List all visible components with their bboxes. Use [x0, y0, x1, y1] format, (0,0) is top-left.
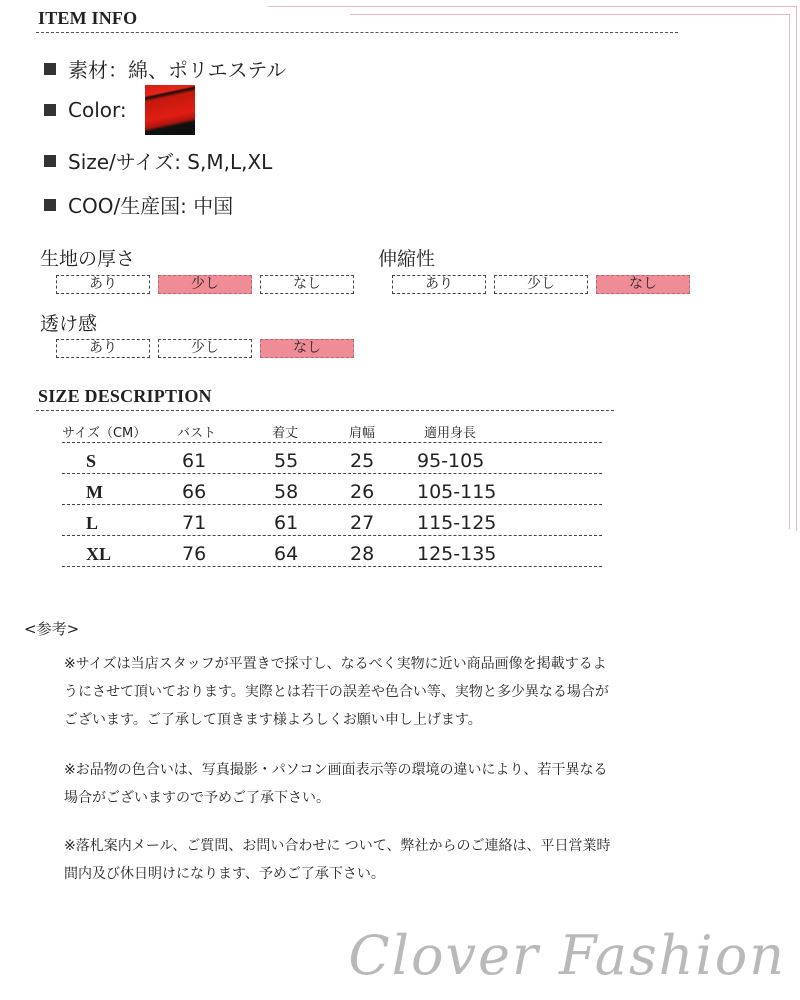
- color-label: Color:: [68, 98, 127, 122]
- stretch-option-nashi: なし: [596, 275, 690, 294]
- table-row: [62, 505, 602, 536]
- note-line: うにさせて頂いております。実際とは若干の誤差や色合い等、実物と多少異なる場合が: [64, 684, 609, 700]
- size-description-divider: [36, 410, 614, 411]
- header-size: サイズ（CM）: [62, 426, 147, 441]
- square-bullet-icon: [44, 63, 56, 75]
- brand-logo-text: Clover Fashion: [348, 924, 786, 987]
- shoulder-cell: 27: [350, 512, 375, 534]
- transparency-label: 透け感: [40, 313, 98, 335]
- square-bullet-icon: [44, 199, 56, 211]
- transparency-option-ari: あり: [56, 339, 150, 358]
- note-line: 間内及び休日明けになります、予めご了承下さい。: [64, 866, 385, 882]
- color-swatch: [145, 85, 195, 135]
- shoulder-cell: 26: [350, 481, 375, 503]
- bust-cell: 76: [182, 543, 207, 565]
- note-line: ※落札案内メール、ご質問、お問い合わせに ついて、弊社からのご連絡は、平日営業時: [64, 838, 611, 854]
- size-cell: XL: [86, 544, 112, 564]
- frame-line-right-inner: [789, 14, 790, 529]
- size-cell: L: [86, 513, 99, 533]
- size-text: Size/サイズ: S,M,L,XL: [68, 150, 273, 174]
- item-info-title: ITEM INFO: [38, 8, 138, 28]
- thickness-option-nashi: なし: [260, 275, 354, 294]
- stretch-option-sukoshi: 少し: [494, 275, 588, 294]
- item-info-divider: [36, 32, 678, 33]
- table-row: [62, 536, 602, 567]
- note-line: ※お品物の色合いは、写真撮影・パソコン画面表示等の環境の違いにより、若干異なる: [64, 762, 608, 778]
- header-shoulder: 肩幅: [349, 426, 376, 441]
- length-cell: 64: [274, 543, 299, 565]
- square-bullet-icon: [44, 155, 56, 167]
- size-table-header: [62, 422, 602, 443]
- material-text: 素材：綿、ポリエステル: [68, 58, 287, 82]
- material-row: [44, 54, 286, 83]
- note-line: ※サイズは当店スタッフが平置きで採寸し、なるべく実物に近い商品画像を掲載するよ: [64, 656, 607, 672]
- square-bullet-icon: [44, 104, 56, 116]
- reference-note-1: [64, 650, 694, 734]
- length-cell: 58: [274, 481, 299, 503]
- frame-line-top-inner: [350, 14, 790, 15]
- header-height: 適用身長: [424, 426, 477, 441]
- color-row: [44, 85, 195, 135]
- thickness-option-ari: あり: [56, 275, 150, 294]
- size-description-title: SIZE DESCRIPTION: [38, 386, 212, 406]
- transparency-option-sukoshi: 少し: [158, 339, 252, 358]
- transparency-option-nashi: なし: [260, 339, 354, 358]
- size-table: [62, 422, 602, 567]
- height-cell: 105-115: [417, 481, 497, 503]
- table-row: [62, 474, 602, 505]
- thickness-label: 生地の厚さ: [40, 248, 136, 270]
- size-row: [44, 146, 272, 175]
- reference-title: <参考>: [24, 620, 80, 638]
- height-cell: 115-125: [417, 512, 497, 534]
- table-row: [62, 443, 602, 474]
- note-line: 場合がございますので予めご了承下さい。: [64, 790, 330, 806]
- frame-line-right: [796, 6, 797, 531]
- height-cell: 125-135: [417, 543, 497, 565]
- note-line: ございます。ご了承して頂きます様よろしくお願い申し上げます。: [64, 712, 482, 728]
- size-cell: S: [86, 451, 97, 471]
- thickness-option-sukoshi: 少し: [158, 275, 252, 294]
- coo-text: COO/生産国: 中国: [68, 194, 234, 218]
- height-cell: 95-105: [417, 450, 485, 472]
- length-cell: 55: [274, 450, 299, 472]
- header-length: 着丈: [272, 426, 299, 441]
- header-bust: バスト: [177, 426, 217, 441]
- reference-note-2: [64, 756, 694, 812]
- bust-cell: 71: [182, 512, 207, 534]
- frame-line-top: [268, 6, 796, 7]
- length-cell: 61: [274, 512, 299, 534]
- reference-note-3: [64, 832, 694, 888]
- stretch-label: 伸縮性: [378, 248, 436, 270]
- stretch-option-ari: あり: [392, 275, 486, 294]
- bust-cell: 66: [182, 481, 207, 503]
- coo-row: [44, 190, 233, 219]
- shoulder-cell: 28: [350, 543, 375, 565]
- shoulder-cell: 25: [350, 450, 375, 472]
- bust-cell: 61: [182, 450, 207, 472]
- size-cell: M: [86, 482, 103, 502]
